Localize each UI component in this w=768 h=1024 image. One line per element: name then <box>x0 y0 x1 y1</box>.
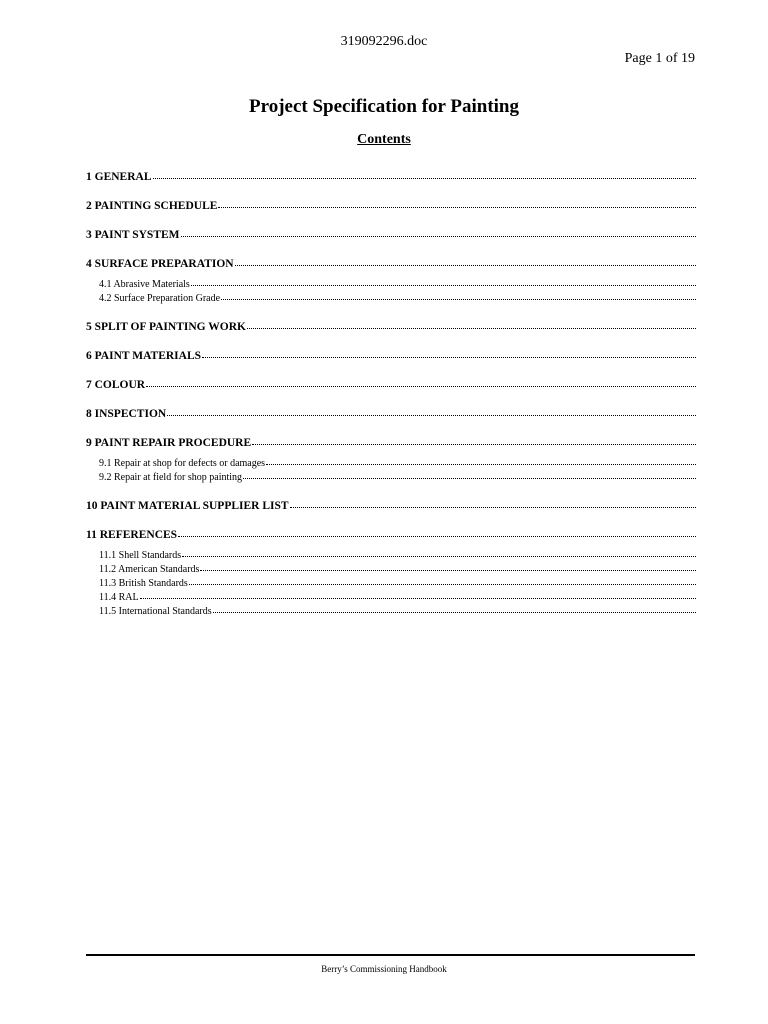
toc-entry-label: 11.4 RAL <box>99 592 139 603</box>
dot-leader <box>182 547 696 557</box>
toc-section-link[interactable] <box>86 256 696 270</box>
toc-subsection-link[interactable] <box>86 575 696 589</box>
toc-section-link[interactable] <box>86 527 696 541</box>
footer-text: Berry’s Commissioning Handbook <box>321 964 447 974</box>
toc-section-link[interactable] <box>86 169 696 183</box>
toc-section-link[interactable] <box>86 435 696 449</box>
dot-leader <box>266 455 696 465</box>
toc-entry-label: 9.2 Repair at field for shop painting <box>99 472 243 483</box>
toc-entry-label: 11.3 British Standards <box>99 578 188 589</box>
toc-subsection-link[interactable] <box>86 455 696 469</box>
toc-entry-label: 7 COLOUR <box>86 379 146 391</box>
dot-leader <box>191 276 696 286</box>
toc-section-link[interactable] <box>86 377 696 391</box>
toc-entry-label: 1 GENERAL <box>86 171 152 183</box>
document-filename: 319092296.doc <box>340 34 428 49</box>
toc-subsection-link[interactable] <box>86 469 696 483</box>
dot-leader <box>178 527 696 537</box>
toc-entry-label: 2 PAINTING SCHEDULE <box>86 200 218 212</box>
dot-leader <box>202 348 696 358</box>
toc-section-link[interactable] <box>86 348 696 362</box>
toc-section-link[interactable] <box>86 498 696 512</box>
dot-leader <box>146 377 696 387</box>
toc-entry-label: 9 PAINT REPAIR PROCEDURE <box>86 437 252 449</box>
toc-entry-label: 4.2 Surface Preparation Grade <box>99 293 221 304</box>
toc-entry-label: 8 INSPECTION <box>86 408 167 420</box>
toc-entry-label: 3 PAINT SYSTEM <box>86 229 180 241</box>
dot-leader <box>213 603 696 613</box>
toc-entry-label: 11.5 International Standards <box>99 606 212 617</box>
dot-leader <box>218 198 696 208</box>
toc-subsection-link[interactable] <box>86 276 696 290</box>
toc-subsection-link[interactable] <box>86 589 696 603</box>
toc-section-link[interactable] <box>86 406 696 420</box>
dot-leader <box>235 256 696 266</box>
toc-entry-label: 11.1 Shell Standards <box>99 550 182 561</box>
toc-entry-label: 11.2 American Standards <box>99 564 200 575</box>
dot-leader <box>181 227 696 237</box>
dot-leader <box>221 290 696 300</box>
toc-entry-label: 6 PAINT MATERIALS <box>86 350 202 362</box>
toc-subsection-link[interactable] <box>86 603 696 617</box>
toc-entry-label: 10 PAINT MATERIAL SUPPLIER LIST <box>86 500 289 512</box>
dot-leader <box>290 498 696 508</box>
toc-subsection-link[interactable] <box>86 290 696 304</box>
toc-entry-label: 4.1 Abrasive Materials <box>99 279 190 290</box>
document-title: Project Specification for Painting <box>249 96 519 117</box>
dot-leader <box>140 589 696 599</box>
toc-entry-label: 11 REFERENCES <box>86 529 178 541</box>
footer-rule <box>86 954 695 956</box>
toc-entry-label: 5 SPLIT OF PAINTING WORK <box>86 321 246 333</box>
toc-entry-label: 4 SURFACE PREPARATION <box>86 258 234 270</box>
toc-section-link[interactable] <box>86 227 696 241</box>
toc-section-link[interactable] <box>86 319 696 333</box>
dot-leader <box>243 469 696 479</box>
toc-entry-label: 9.1 Repair at shop for defects or damages <box>99 458 266 469</box>
dot-leader <box>167 406 696 416</box>
dot-leader <box>247 319 696 329</box>
toc-subsection-link[interactable] <box>86 561 696 575</box>
dot-leader <box>153 169 697 179</box>
dot-leader <box>252 435 696 445</box>
table-of-contents <box>86 169 696 617</box>
dot-leader <box>200 561 696 571</box>
dot-leader <box>189 575 696 585</box>
page-number: Page 1 of 19 <box>624 51 695 66</box>
contents-heading: Contents <box>357 132 411 147</box>
toc-section-link[interactable] <box>86 198 696 212</box>
toc-subsection-link[interactable] <box>86 547 696 561</box>
